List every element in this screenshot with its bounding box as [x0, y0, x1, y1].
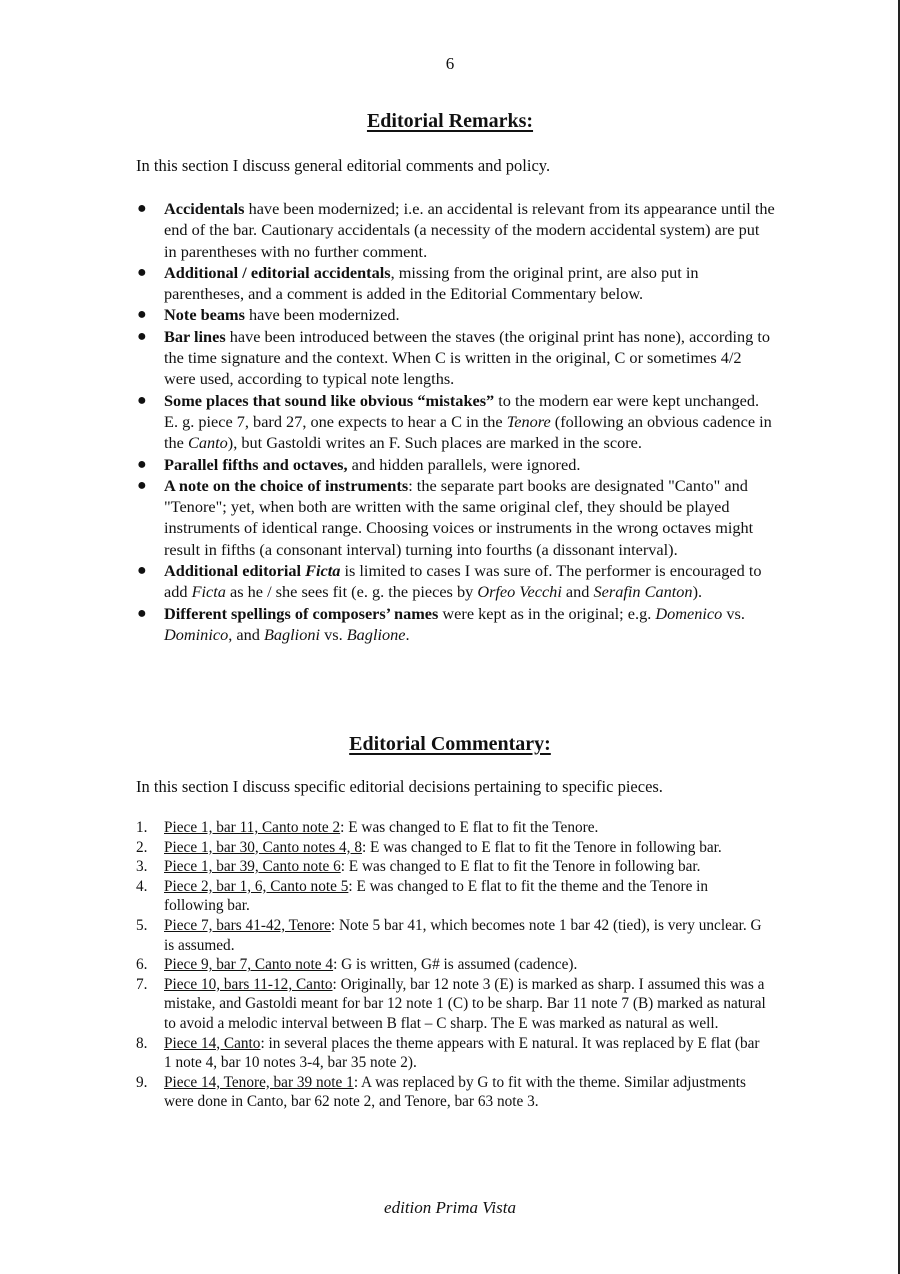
commentary-item: 5. Piece 7, bars 41-42, Tenore: Note 5 bar 41, which becomes note 1 bar 42 (tied), is very unclear. G is assumed.: [136, 916, 762, 954]
remarks-intro: In this section I discuss general editorial comments and policy.: [136, 156, 551, 175]
bullet-item-editorial-accidentals: ● Additional / editorial accidentals, missing from the original print, are also put in parentheses, and a comment is added in the Editorial Commentary below.: [137, 262, 699, 304]
remarks-bullet-list: [136, 198, 776, 645]
bullet-item-parallels: ● Parallel fifths and octaves, and hidden parallels, were ignored.: [137, 454, 581, 474]
bullet-icon: ●: [137, 604, 147, 622]
commentary-item: 9. Piece 14, Tenore, bar 39 note 1: A was replaced by G to fit with the theme. Similar adjustments were done in Canto, bar 62 note 2, and Tenore, bar 63 note 3.: [136, 1073, 746, 1111]
bullet-item-ficta: ● Additional editorial Ficta is limited to cases I was sure of. The performer is encouraged to add Ficta as he / she sees fit (e. g. the pieces by Orfeo Vecchi and Serafin Canton).: [137, 561, 762, 602]
bullet-icon: ●: [137, 263, 147, 281]
commentary-item: 2. Piece 1, bar 30, Canto notes 4, 8: E was changed to E flat to fit the Tenore in following bar.: [136, 838, 722, 856]
footer-publisher: edition Prima Vista: [384, 1198, 516, 1217]
editorial-commentary-heading: Editorial Commentary:: [349, 733, 551, 755]
commentary-item: 6. Piece 9, bar 7, Canto note 4: G is written, G# is assumed (cadence).: [136, 956, 578, 974]
bullet-icon: ●: [137, 455, 147, 473]
editorial-remarks-heading: Editorial Remarks:: [366, 110, 534, 132]
bullet-item-note-beams: ● Note beams have been modernized.: [137, 305, 400, 325]
bullet-icon: ●: [137, 327, 147, 345]
commentary-item: 1. Piece 1, bar 11, Canto note 2: E was changed to E flat to fit the Tenore.: [136, 819, 599, 836]
commentary-list: [136, 818, 766, 1112]
commentary-intro: In this section I discuss specific editorial decisions pertaining to specific pieces.: [136, 777, 663, 796]
bullet-icon: ●: [137, 200, 147, 217]
bullet-icon: ●: [137, 476, 147, 494]
bullet-icon: ●: [137, 306, 147, 324]
bullet-item-bar-lines: ● Bar lines have been introduced between the staves (the original print has none), according to the time signature and the context. When C is written in the original, C or sometimes 4/2 were used, according to typical note lengths.: [137, 326, 770, 389]
bullet-icon: ●: [137, 391, 147, 409]
bullet-item-instruments: ● A note on the choice of instruments: the separate part books are designated "Canto" and "Tenore"; yet, when both are written with the same original clef, they should be played instruments of identical range. Choosing voices or instruments in the wrong octaves might result in fifths (a consonant interval) turning into fourths (a dissonant interval).: [137, 475, 754, 559]
commentary-item: 3. Piece 1, bar 39, Canto note 6: E was changed to E flat to fit the Tenore in following bar.: [136, 858, 701, 876]
bullet-item-mistakes: ● Some places that sound like obvious “mistakes” to the modern ear were kept unchanged. E. g. piece 7, bard 27, one expects to hear a C in the Tenore (following an obvious cadence in the Canto), but Gastoldi writes an F. Such places are marked in the score.: [137, 390, 772, 453]
commentary-item: 4. Piece 2, bar 1, 6, Canto note 5: E was changed to E flat to fit the theme and the Tenore in following bar.: [136, 877, 709, 915]
page-number: 6: [445, 54, 455, 73]
commentary-item: 8. Piece 14, Canto: in several places the theme appears with E natural. It was replaced by E flat (bar 1 note 4, bar 10 notes 3-4, bar 35 note 2).: [136, 1034, 760, 1072]
bullet-item-accidentals: ● Accidentals have been modernized; i.e. an accidental is relevant from its appearance until the end of the bar. Cautionary accidentals (a necessity of the modern accidental system) are put in parentheses with no further comment.: [137, 199, 775, 261]
bullet-item-spellings: ● Different spellings of composers’ names were kept as in the original; e.g. Domenico vs. Dominico, and Baglioni vs. Baglione.: [137, 603, 745, 644]
commentary-item: 7. Piece 10, bars 11-12, Canto: Originally, bar 12 note 3 (E) is marked as sharp. I assumed this was a mistake, and Gastoldi meant for bar 12 note 1 (C) to be sharp. Bar 11 note 7 (B) marked as natural to avoid a melodic interval between B flat – C sharp. The E was marked as natural as well.: [136, 975, 766, 1032]
bullet-icon: ●: [137, 562, 147, 580]
